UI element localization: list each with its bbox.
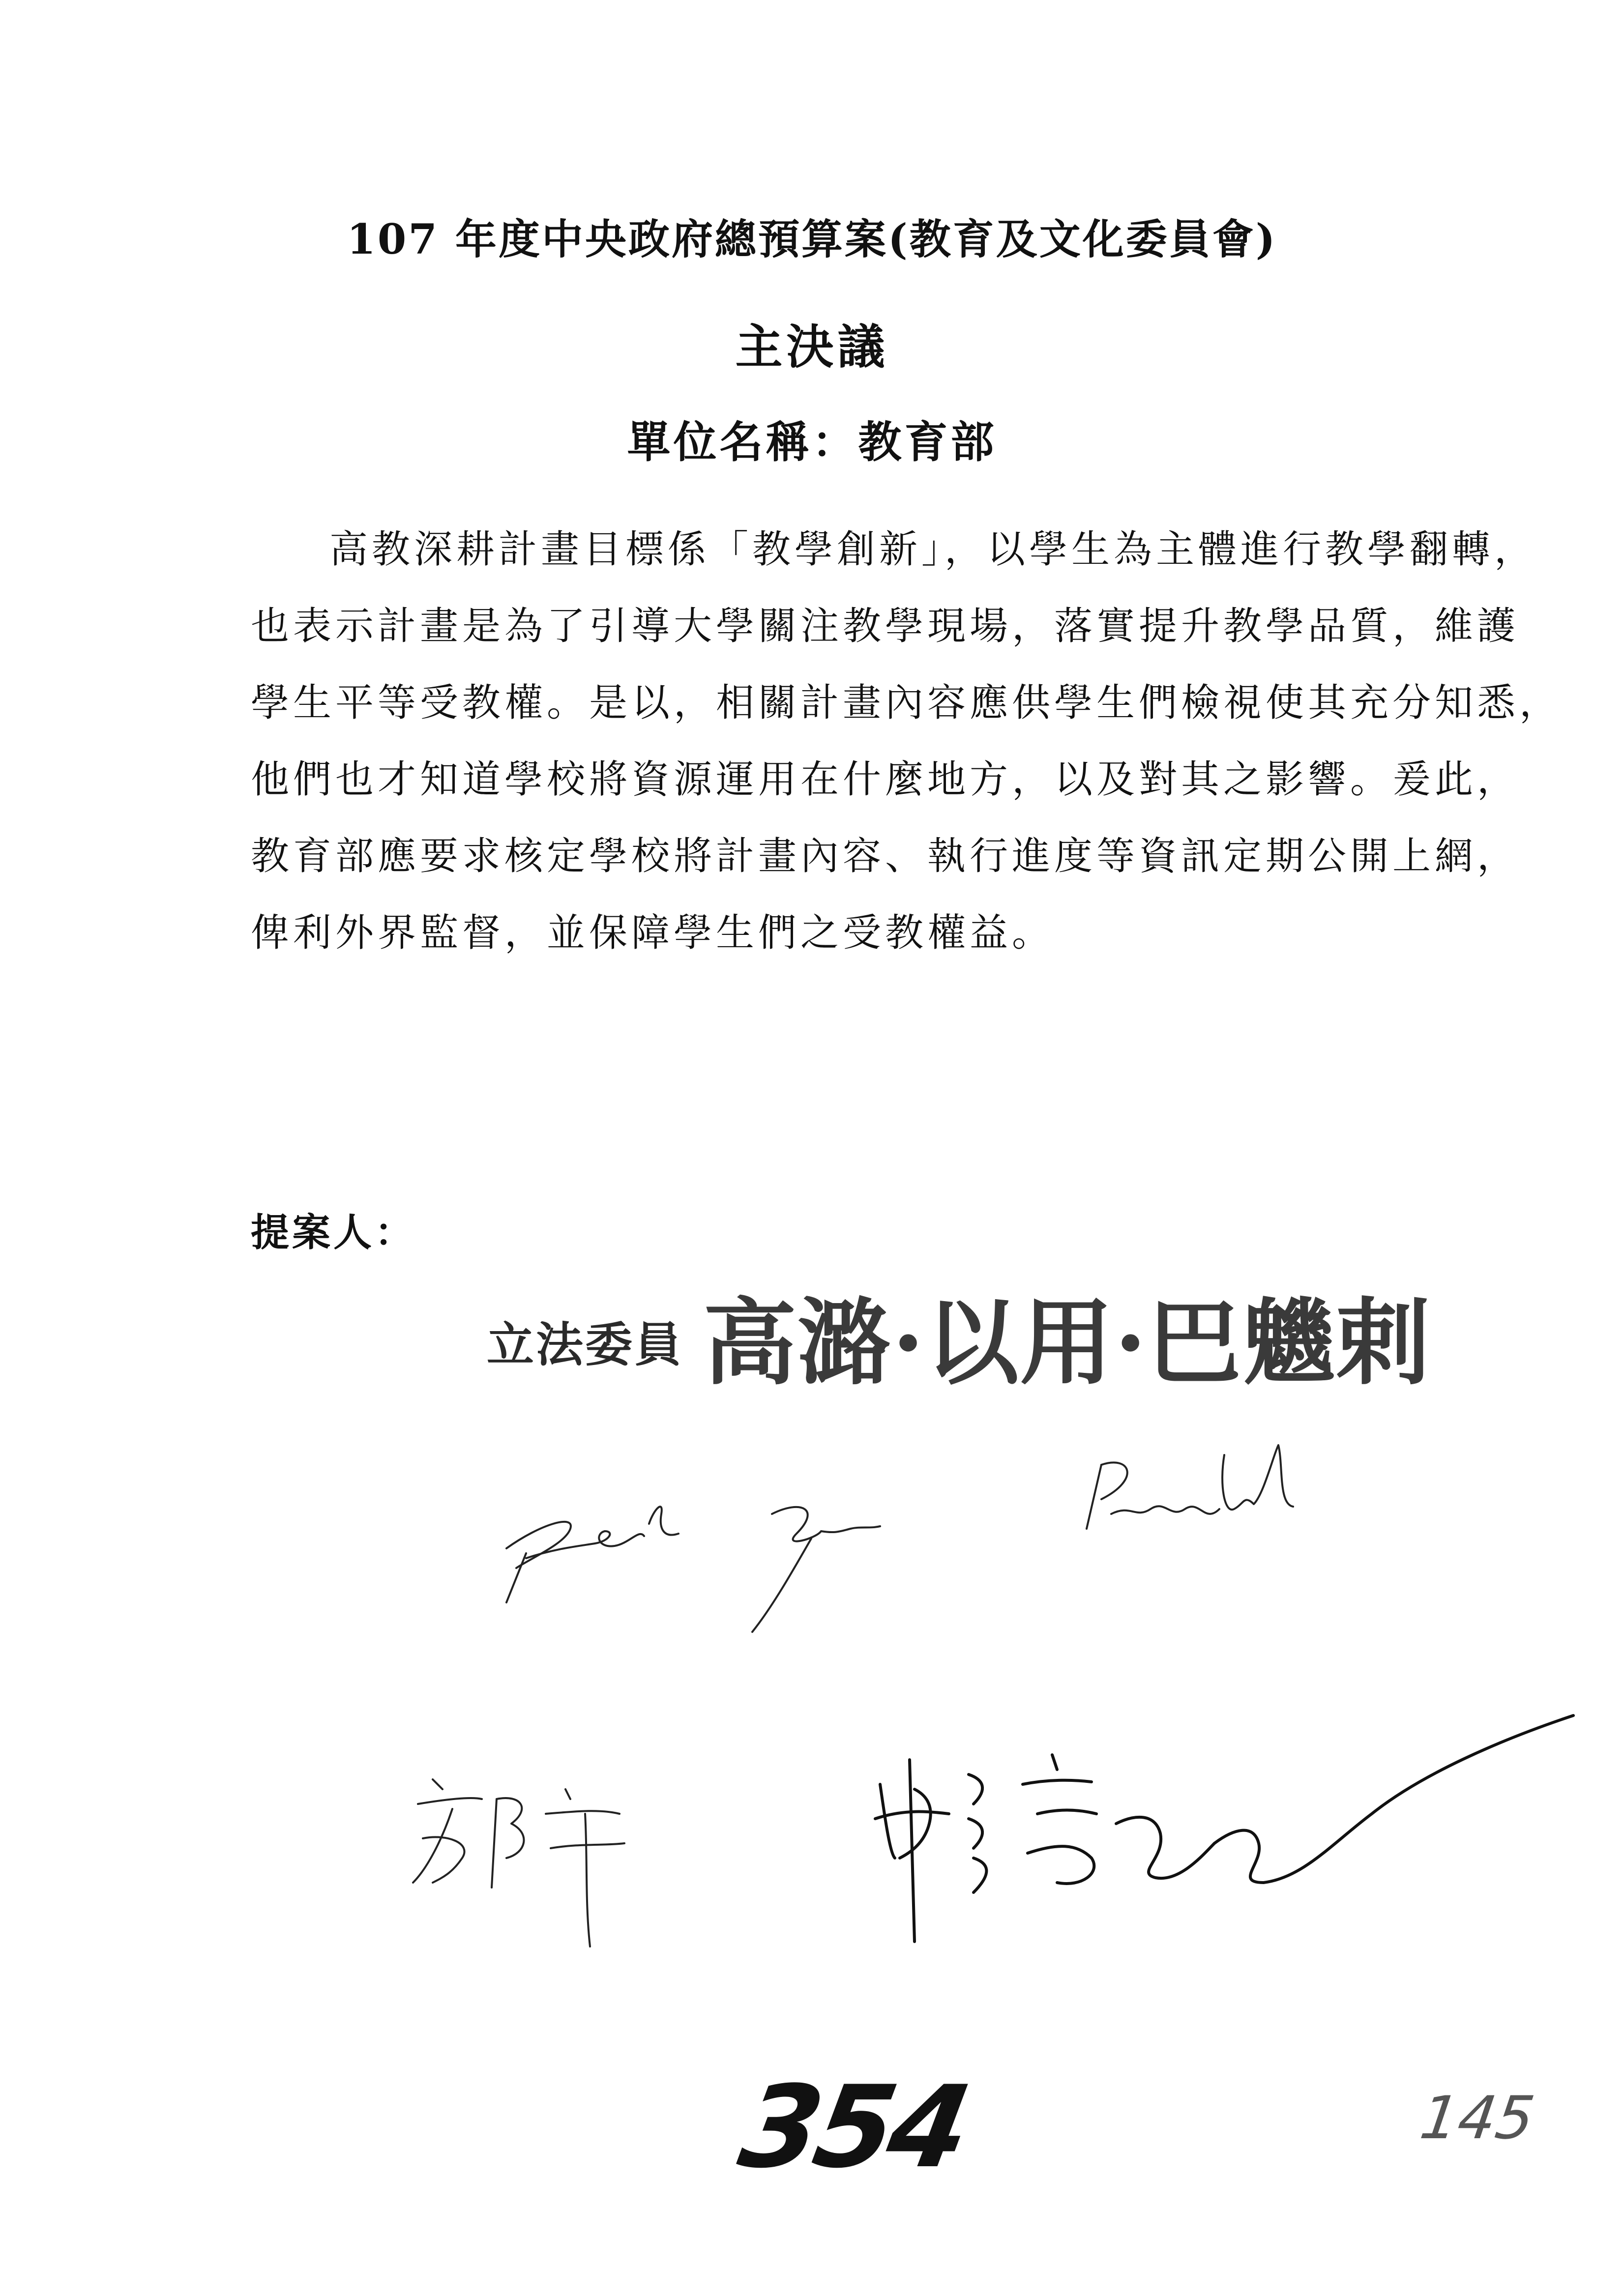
page-number-secondary: 145 [1416,2084,1538,2152]
proposer-label: 提案人： [251,1210,416,1255]
legislator-stamp [487,1263,1431,1397]
stamp-name: 高潞·以用·巴魕剌 [703,1288,1431,1397]
body-line: 高教深耕計畫目標係「教學創新」，以學生為主體進行教學翻轉， [329,527,1537,572]
unit-name: 單位名稱：教育部 [627,416,997,467]
document-title: 107 年度中央政府總預算案(教育及文化委員會) [347,215,1277,263]
page-number-main: 354 [731,2062,975,2193]
resolution-body [251,511,1562,971]
stamp-prefix: 立法委員 [487,1317,683,1372]
signature-chinese-2-icon [860,1696,1598,1991]
signature-chinese-1-icon [403,1770,738,1956]
body-line: 學生平等受教權。是以，相關計畫內容應供學生們檢視使其充分知悉， [251,681,1562,725]
signature-kawlo-icon [497,1425,1406,1661]
body-line: 他們也才知道學校將資源運用在什麼地方，以及對其之影響。爰此， [251,757,1520,802]
body-line: 教育部應要求核定學校將計畫內容、執行進度等資訊定期公開上網， [251,834,1520,878]
document-subtitle: 主決議 [735,319,889,375]
body-line: 也表示計畫是為了引導大學關注教學現場，落實提升教學品質，維護 [251,604,1520,648]
body-line: 俾利外界監督，並保障學生們之受教權益。 [251,911,1055,955]
